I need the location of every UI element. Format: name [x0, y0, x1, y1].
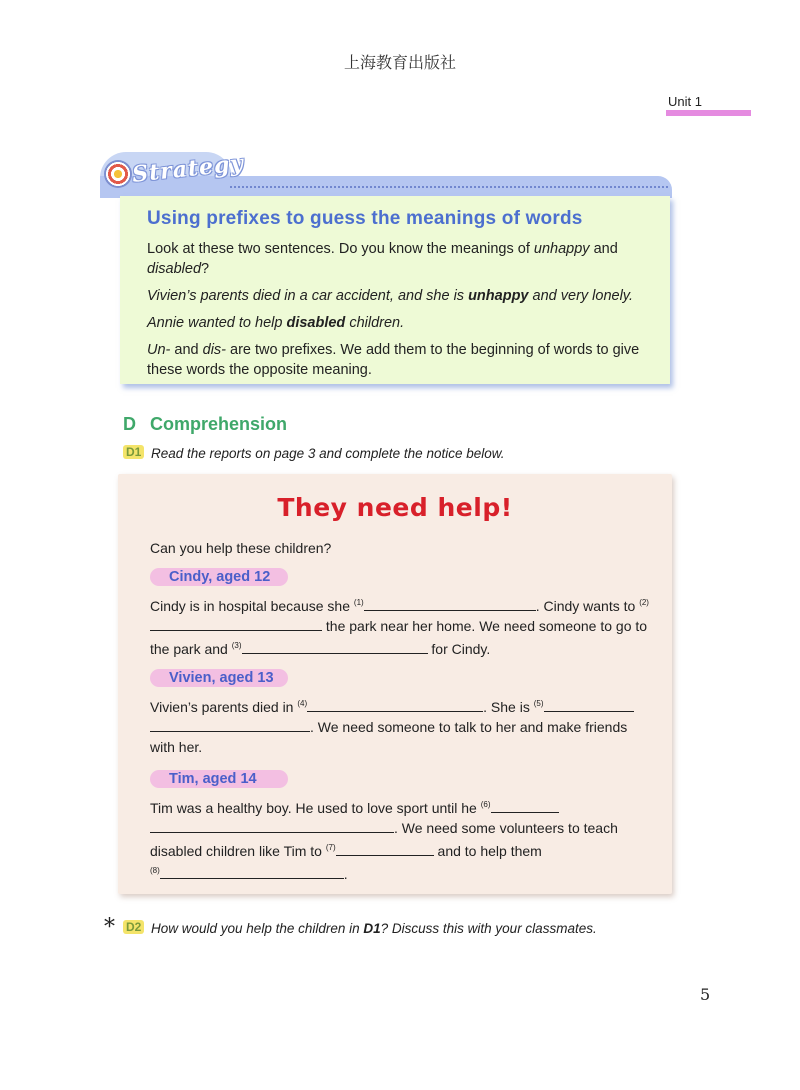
page-number: 5: [700, 985, 711, 1004]
strategy-example-2: Annie wanted to help disabled children.: [147, 315, 405, 331]
strategy-intro: Look at these two sentences. Do you know the meanings of unhappy and disabled?: [147, 241, 618, 277]
cindy-label: Cindy, aged 12: [150, 568, 288, 586]
d1-badge: D1: [123, 445, 144, 459]
d1-instruction: Read the reports on page 3 and complete the notice below.: [151, 446, 505, 461]
strategy-dotted-line: [230, 186, 668, 188]
section-letter: D: [123, 414, 136, 434]
publisher-name: 上海教育出版社: [343, 53, 456, 72]
target-icon: [104, 160, 132, 188]
vivien-label: Vivien, aged 13: [150, 669, 288, 687]
strategy-title: Using prefixes to guess the meanings of words: [147, 208, 583, 229]
blank-6a[interactable]: [491, 798, 559, 813]
cindy-paragraph: Cindy is in hospital because she $^{(1)}$ . Cindy wants to $^{(2)}$ the park near her home. We need someone to go to the park and $^{(3)}$ for Cindy.: [150, 598, 649, 657]
blank-5a[interactable]: [544, 697, 634, 712]
notice-title: They need help!: [277, 493, 513, 522]
blank-2[interactable]: [150, 616, 322, 631]
unit-accent-bar: [666, 110, 751, 116]
d2-badge: D2: [123, 920, 144, 934]
notice-intro: Can you help these children?: [150, 540, 332, 556]
blank-1[interactable]: [364, 596, 536, 611]
blank-7[interactable]: [336, 841, 434, 856]
strategy-explanation: Un- and dis- are two prefixes. We add them to the beginning of words to give these words the opposite meaning.: [147, 342, 640, 378]
blank-3[interactable]: [242, 639, 428, 654]
tim-paragraph: Tim was a healthy boy. He used to love sport until he $^{(6)}$ . We need some volunteers to teach disabled children like Tim to $^{(7)}$ and to help them $^{(8)}$ .: [150, 800, 618, 882]
strategy-example-1: Vivien’s parents died in a car accident, and she is unhappy and very lonely.: [147, 288, 634, 304]
blank-8[interactable]: [160, 864, 344, 879]
vivien-paragraph: Vivien’s parents died in $^{(4)}$ . She is $^{(5)}$ . We need someone to talk to her and make friends with her.: [150, 694, 655, 757]
blank-4[interactable]: [307, 697, 483, 712]
strategy-tab-label: Strategy: [130, 150, 246, 188]
tim-label: Tim, aged 14: [150, 770, 288, 788]
blank-6b[interactable]: [150, 818, 394, 833]
d2-instruction: How would you help the children in D1? Discuss this with your classmates.: [151, 921, 597, 936]
section-title: Comprehension: [150, 414, 288, 434]
unit-label: Unit 1: [668, 94, 702, 109]
optional-star-icon: *: [104, 915, 115, 940]
blank-5b[interactable]: [150, 717, 310, 732]
